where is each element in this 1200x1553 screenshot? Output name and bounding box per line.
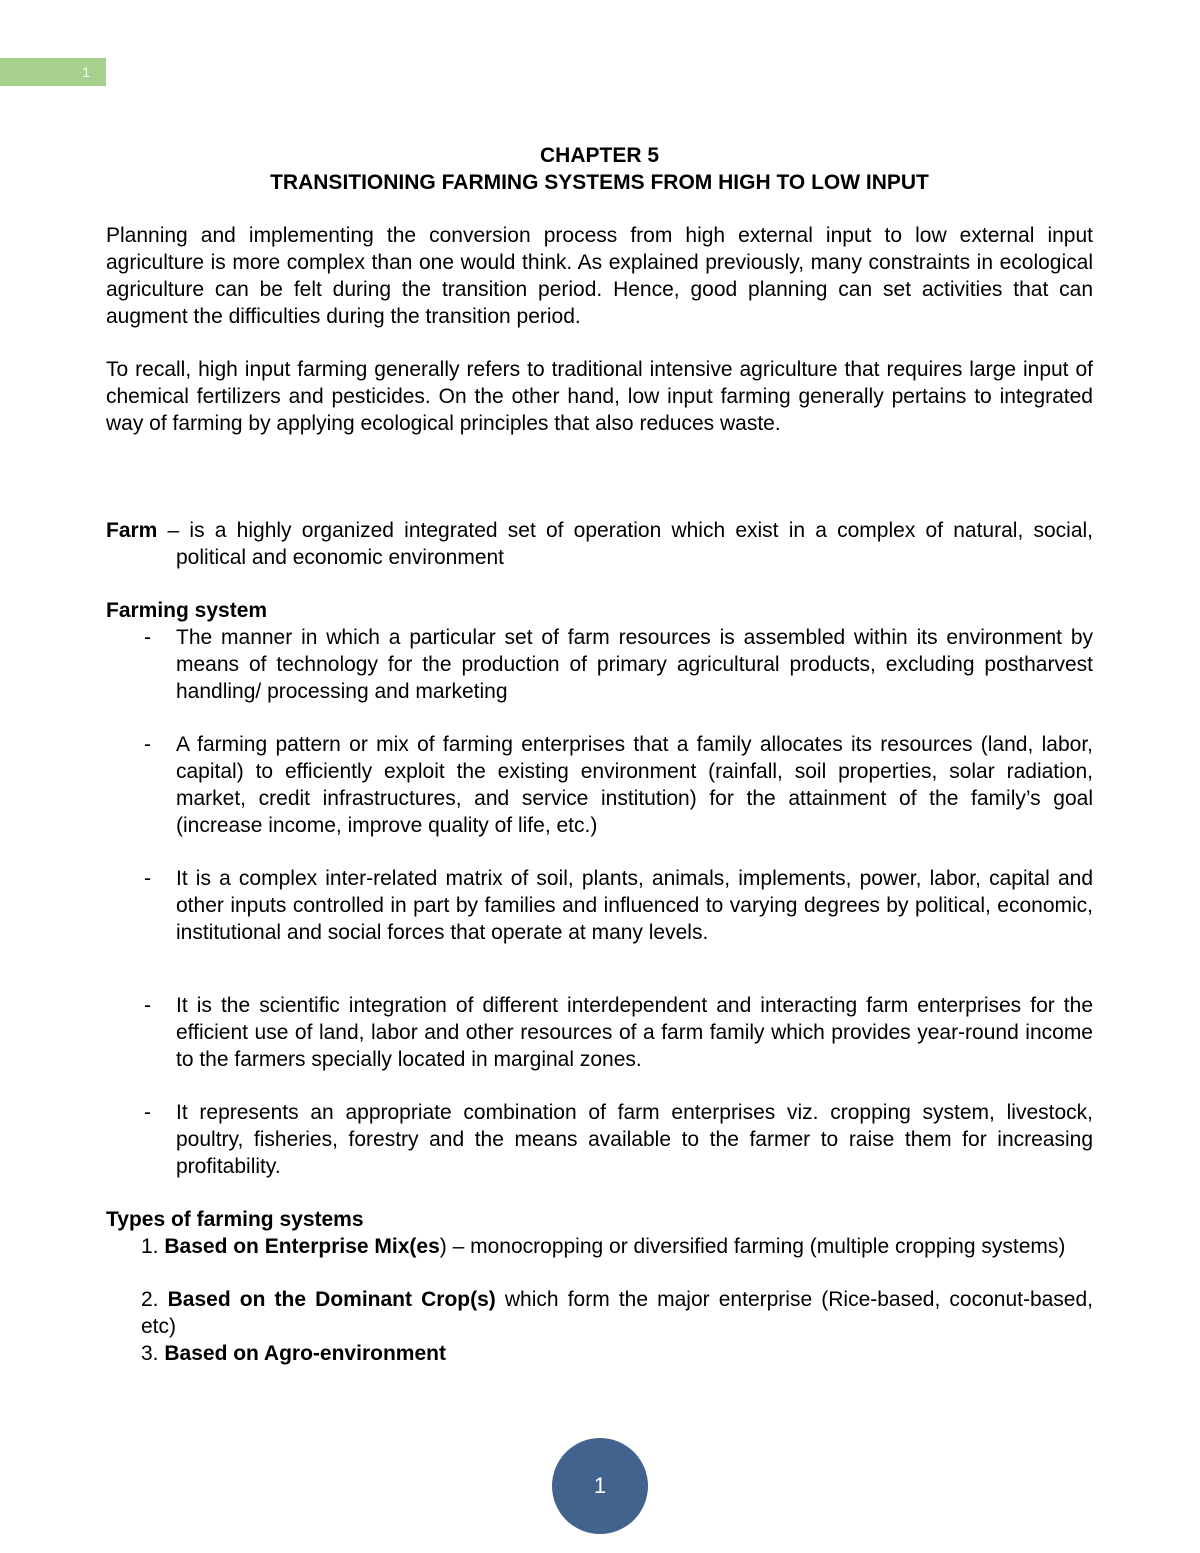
- dash-marker: -: [144, 994, 151, 1017]
- footer-page-number-badge: [552, 1438, 648, 1534]
- bullet-text: The manner in which a particular set of farm resources is assembled within its environment by means of technology for the production of primary agricultural products, excluding postharvest handling/ processing and marketing: [176, 626, 1093, 703]
- dash-marker: -: [144, 867, 151, 890]
- page-content: [106, 142, 1093, 1367]
- bullet-text: It represents an appropriate combination of farm enterprises viz. cropping system, livestock, poultry, fisheries, forestry and the means available to the farmer to raise them for increasing profitability.: [176, 1101, 1093, 1178]
- dash-marker: -: [144, 626, 151, 649]
- intro-paragraph-2: To recall, high input farming generally refers to traditional intensive agriculture that requires large input of chemical fertilizers and pesticides. On the other hand, low input farming generally pertains to integrated way of farming by applying ecological principles that also reduces waste.: [106, 358, 1093, 435]
- types-heading: Types of farming systems: [106, 1208, 364, 1231]
- type-item-3: [106, 1340, 1093, 1367]
- type-item-2: [106, 1286, 1093, 1340]
- list-item: [106, 1099, 1093, 1180]
- type-desc: which form the major enterprise (Rice-based, coconut-based, etc): [141, 1288, 1094, 1338]
- chapter-label: CHAPTER 5: [539, 144, 660, 167]
- type-label: Based on the Dominant Crop(s): [167, 1288, 496, 1311]
- chapter-title: TRANSITIONING FARMING SYSTEMS FROM HIGH TO LOW INPUT: [270, 171, 929, 194]
- list-item: [106, 731, 1093, 839]
- type-number: 2.: [141, 1288, 159, 1311]
- type-label: Based on Agro-environment: [164, 1342, 446, 1365]
- dash-marker: -: [144, 1101, 151, 1124]
- footer-page-number: 1: [593, 1473, 607, 1498]
- list-item: [106, 865, 1093, 946]
- header-page-number: 1: [82, 64, 90, 80]
- bullet-text: It is the scientific integration of different interdependent and interacting farm enterprises for the efficient use of land, labor and other resources of a farm family which provides year-round income to the farmers specially located in marginal zones.: [176, 994, 1093, 1071]
- dash-marker: -: [144, 733, 151, 756]
- type-label: Based on Enterprise Mix(es: [164, 1235, 440, 1258]
- farm-definition: [106, 517, 1093, 571]
- bullet-text: A farming pattern or mix of farming enterprises that a family allocates its resources (land, labor, capital) to efficiently exploit the existing environment (rainfall, soil properties, solar radiation, market, credit infrastructures, and service institution) for the attainment of the family’s goal (increase income, improve quality of life, etc.): [176, 733, 1093, 837]
- header-page-tab: [0, 58, 106, 86]
- farm-term: Farm: [106, 519, 158, 542]
- type-number: 1.: [141, 1235, 159, 1258]
- type-number: 3.: [141, 1342, 159, 1365]
- list-item: [106, 992, 1093, 1073]
- type-item-1: [106, 1233, 1093, 1260]
- farming-system-heading: Farming system: [106, 599, 268, 622]
- list-item: [106, 624, 1093, 705]
- farm-definition-text: – is a highly organized integrated set of operation which exist in a complex of natural, social, political and economic environment: [157, 519, 1093, 569]
- intro-paragraph-1: Planning and implementing the conversion process from high external input to low external input agriculture is more complex than one would think. As explained previously, many constraints in ecological agriculture can be felt during the transition period. Hence, good planning can set activities that can augment the difficulties during the transition period.: [106, 224, 1093, 328]
- bullet-text: It is a complex inter-related matrix of soil, plants, animals, implements, power, labor, capital and other inputs controlled in part by families and influenced to varying degrees by political, economic, institutional and social forces that operate at many levels.: [176, 867, 1093, 944]
- type-desc: ) – monocropping or diversified farming (multiple cropping systems): [439, 1235, 1066, 1258]
